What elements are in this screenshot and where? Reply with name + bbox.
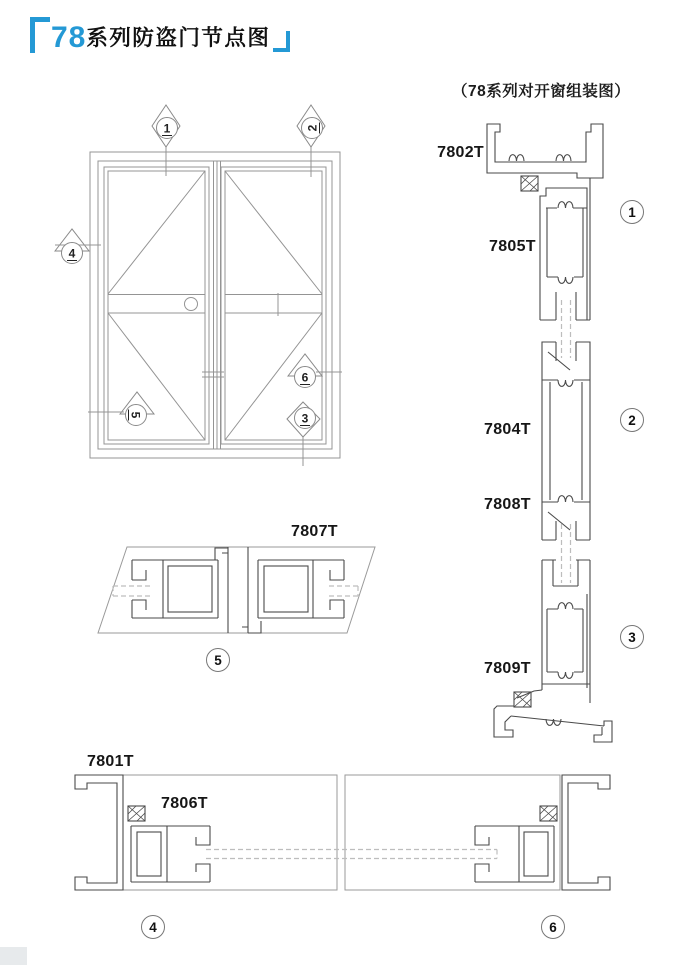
callout-3: 3 <box>620 625 644 649</box>
title-text: 系列防盗门节点图 <box>86 26 271 50</box>
marker-number: 4 <box>68 246 76 261</box>
section-marker-6 <box>288 354 342 388</box>
title-bracket-left-icon <box>30 17 50 53</box>
title-number: 78 <box>51 21 87 54</box>
marker-number: 5 <box>128 411 143 419</box>
marker-number: 3 <box>301 411 309 426</box>
detail-7809t-sill <box>494 690 612 742</box>
detail-right-sash <box>475 806 557 882</box>
marker-number: 1 <box>163 121 171 136</box>
section-marker-4 <box>55 229 101 264</box>
detail-7802t-head-frame <box>487 124 603 191</box>
label-7805t: 7805T <box>489 238 536 255</box>
detail-7806t-left-sash <box>128 806 210 882</box>
callout-6: 6 <box>541 915 565 939</box>
section-marker-3 <box>287 402 320 437</box>
label-7804t: 7804T <box>484 421 531 438</box>
callout-1: 1 <box>620 200 644 224</box>
horizontal-section-7807t <box>98 547 375 633</box>
detail-7804t-7808t-transom <box>542 342 590 583</box>
corner-mark <box>0 947 27 965</box>
callout-4: 4 <box>141 915 165 939</box>
section-marker-1 <box>152 105 180 147</box>
page-title <box>30 17 290 53</box>
title-bracket-right-icon <box>273 31 290 52</box>
callout-5: 5 <box>206 648 230 672</box>
label-7802t: 7802T <box>437 144 484 161</box>
assembly-title: （78系列对开窗组装图） <box>452 83 631 100</box>
label-7809t: 7809T <box>484 660 531 677</box>
detail-7805t-top-sash <box>540 178 590 358</box>
marker-number: 6 <box>301 370 309 385</box>
marker-number: 2 <box>305 124 320 132</box>
label-7806t: 7806T <box>161 795 208 812</box>
label-7801t: 7801T <box>87 753 134 770</box>
callout-2: 2 <box>620 408 644 432</box>
label-7808t: 7808T <box>484 496 531 513</box>
label-7807t: 7807T <box>291 523 338 540</box>
section-marker-2 <box>297 105 325 147</box>
bottom-section <box>75 775 610 890</box>
detail-bottom-sash <box>542 560 590 690</box>
